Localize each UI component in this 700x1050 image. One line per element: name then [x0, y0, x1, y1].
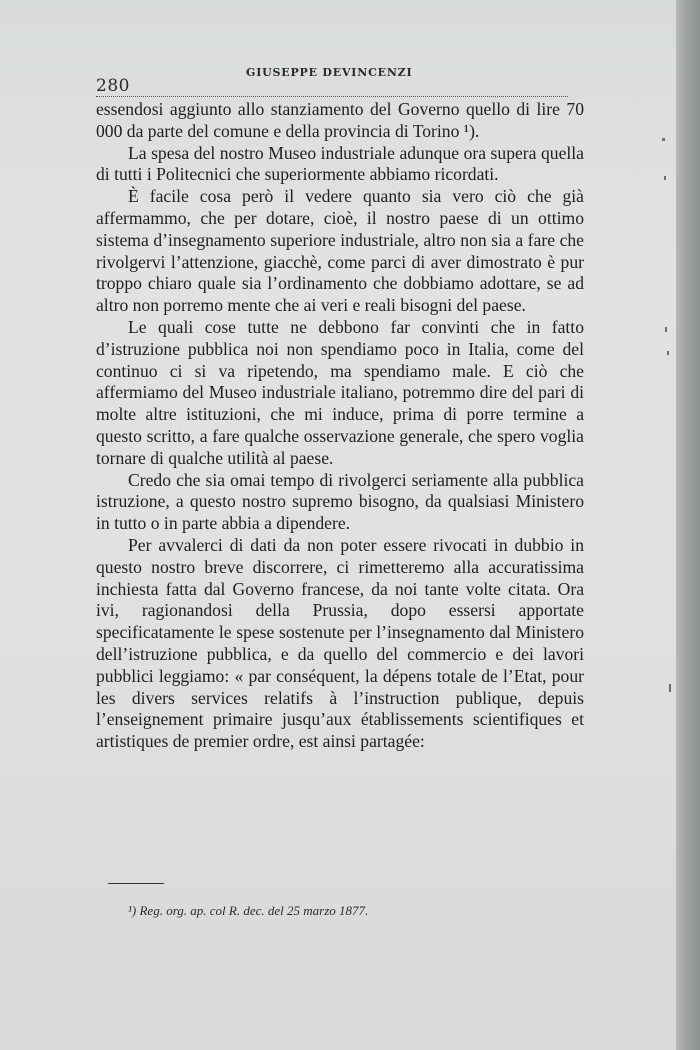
header-rule	[96, 96, 568, 97]
paragraph-4: Le quali cose tutte ne debbono far convinti che in fatto d’istruzione pubblica noi non spendiamo poco in Italia, come del continuo ci si va ripetendo, ma spendiamo male. E ciò che affermiamo del Museo industriale italiano, potremmo dire del pari di molte altre istituzioni, che mi induce, prima di porre termine a questo scritto, a fare qualche osservazione generale, che spero voglia tornare di qualche utilità al paese.	[96, 316, 584, 468]
body-text	[96, 99, 584, 753]
paragraph-5: Credo che sia omai tempo di rivolgerci seriamente alla pubblica istruzione, a questo nostro supremo bisogno, da qualsiasi Ministero in tutto o in parte abbia a dipendere.	[96, 469, 584, 534]
margin-speck	[665, 327, 667, 332]
margin-speck	[669, 684, 671, 692]
page-header	[96, 66, 568, 102]
page-edge-shadow	[676, 0, 700, 1050]
paragraph-3: È facile cosa però il vedere quanto sia vero ciò che già affermammo, che per dotare, cioè, il nostro paese di un ottimo sistema d’insegnamento superiore industriale, altro non sia a fare che rivolgervi l’attenzione, giacchè, come parci di aver dimostrato è pur troppo chiaro quale sia l’ordinamento che dobbiamo adottare, se ad altro non porremo mente che ai veri e reali bisogni del paese.	[96, 186, 584, 316]
margin-speck	[664, 176, 666, 180]
margin-speck	[662, 138, 665, 141]
page-number: 280	[96, 76, 130, 96]
footnote-rule	[108, 883, 164, 884]
paragraph-1: essendosi aggiunto allo stanziamento del Governo quello di lire 70 000 da parte del comune e della provincia di Torino ¹).	[96, 99, 584, 141]
paragraph-2: La spesa del nostro Museo industriale adunque ora supera quella di tutti i Politecnici che superiormente abbiamo ricordati.	[96, 142, 584, 185]
margin-speck	[667, 351, 669, 355]
footnote: ¹) Reg. org. ap. col R. dec. del 25 marzo 1877.	[128, 903, 369, 918]
running-head: GIUSEPPE DEVINCENZI	[246, 66, 413, 79]
paragraph-6: Per avvalerci di dati da non poter essere rivocati in dubbio in questo nostro breve discorrere, ci rimetteremo alla accuratissima inchiesta fatta dal Governo francese, da noi tante volte citata. Ora ivi, ragionandosi della Prussia, dopo essersi apportate specificatamente le spese sostenute per l’insegnamento dal Ministero dell’istruzione pubblica, e da quello del commercio e dei lavori pubblici leggiamo: « par conséquent, la dépens totale de l’Etat, pour les divers services relatifs à l’instruction publique, depuis l’enseignement primaire jusqu’aux établissements scientifiques et artistiques de premier ordre, est ainsi partagée:	[96, 534, 584, 752]
